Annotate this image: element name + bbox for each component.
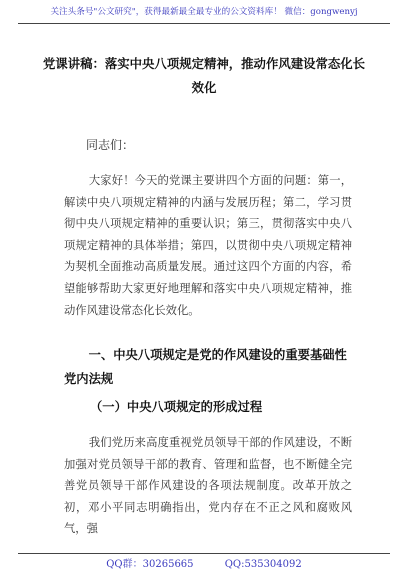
- greeting: 同志们：: [86, 138, 135, 152]
- document-title: 党课讲稿：落实中央八项规定精神，推动作风建设常态化长效化: [42, 56, 366, 95]
- subsection-heading: （一）中央八项规定的形成过程: [90, 399, 263, 414]
- intro-paragraph: 大家好！今天的党课主要讲四个方面的问题：第一，解读中央八项规定精神的内涵与发展历程；第二，学习贯彻中央八项规定精神的重要认识；第三，贯彻落实中央八项规定精神的具体举措；第四，以贯彻中央八项规定精神为契机全面推动高质量发展。通过这四个方面的内容，希望能够帮助大家更好地理解和落实中央八项规定精神，推动作风建设常态化长效化。: [64, 174, 352, 317]
- page-header: 关注头条号"公文研究"，获得最新最全最专业的公文资料库！ 微信：gongwenyj: [18, 0, 390, 24]
- footer-qq-group: QQ群：30265665: [106, 559, 194, 570]
- footer-qq: QQ:535304092: [224, 559, 302, 570]
- section-heading: 一、中央八项规定是党的作风建设的重要基础性党内法规: [64, 347, 347, 386]
- body-paragraph: 我们党历来高度重视党员领导干部的作风建设，不断加强对党员领导干部的教育、管理和监督，也不断健全完善党员领导干部作风建设的各项法规制度。改革开放之初，邓小平同志明确指出，党内存在不正之风和腐败风气，强: [64, 436, 352, 536]
- page-footer: [18, 553, 390, 580]
